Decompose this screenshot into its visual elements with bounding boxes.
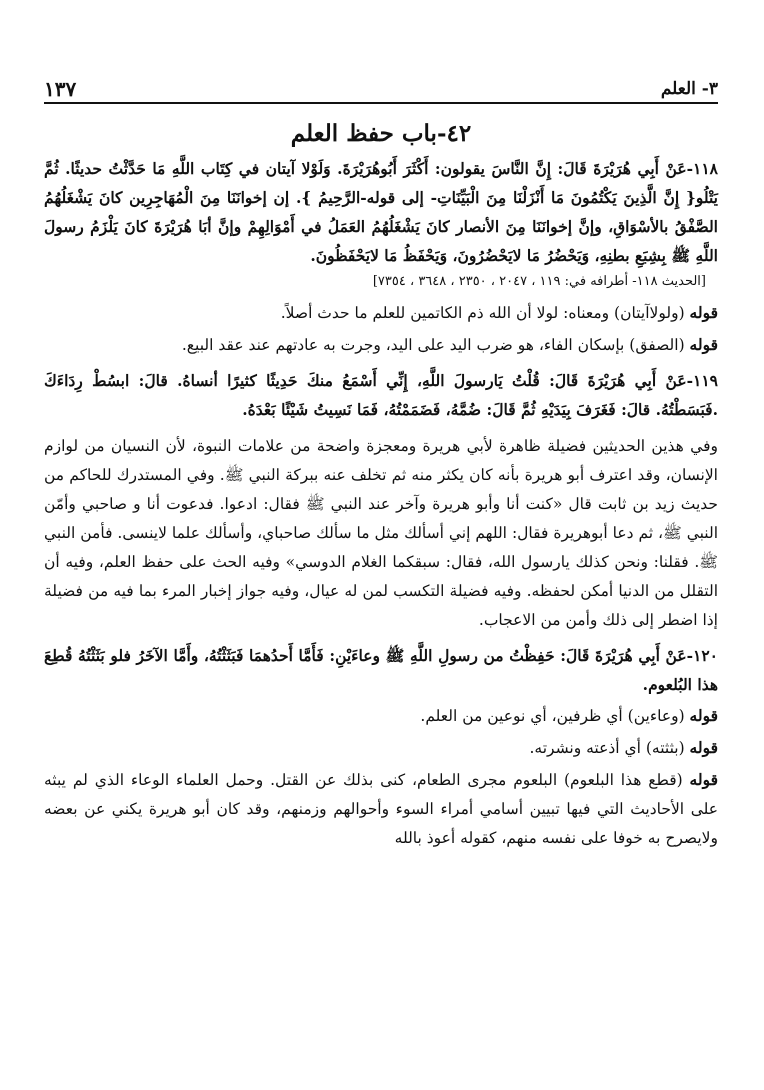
- note-118-2: [44, 330, 718, 360]
- hadith-118: ١١٨-عَنْ أَبِي هُرَيْرَةَ قَالَ: إِنَّ النَّاسَ يقولون: أَكْثَرَ أَبُوهُرَيْرَةَ. وَلَوْلا آيتان في كِتَاب اللَّهِ مَا حَدَّثْتُ حديثًا. ثُمَّ يَتْلُو{ إِنَّ الَّذِينَ يَكْتُمُونَ مَا أَنْزَلْنَا مِنَ الْبَيِّنَاتِ- إلى قوله-الرَّحِيمُ }. إن إخوانَنَا مِنَ الْمُهَاجِرِين كانَ يَشْغَلُهُمُ الصَّفْقُ بالأسْوَاقِ، وإنَّ إخوانَنَا مِنَ الأنصار كانَ يَشْغَلُهُمُ العَمَلُ في أَمْوَالِهِمْ وإنَّ أبَا هُرَيْرَةَ كانَ يَلْزَمُ رسولَ اللَّهِ ﷺ بِشِبَعِ بطنِهِ، وَيَحْضُرُ مَا لايَحْضُرُونَ، وَيَحْفَظُ مَا لايَحْفَظُونَ.: [44, 159, 718, 265]
- note-text: (بثثته) أي أذعته ونشرته.: [529, 739, 690, 757]
- chapter-title: ٣- العلم: [660, 79, 718, 99]
- note-120-1: [44, 701, 718, 731]
- note-text: (قطع هذا البلعوم) البلعوم مجرى الطعام، كنى بذلك عن القتل. وحمل العلماء الوعاء الذي لم يبثه على الأحاديث التي فيها تبيين أسامي أمراء السوء وأحوالهم وزمنهم، وقد كان أبو هريرة يكني عن بعضه ولايصرح به خوفا على نفسه منهم، كقوله أعوذ بالله: [44, 771, 718, 847]
- note-keyword: قوله: [689, 303, 718, 322]
- commentary-119: وفي هذين الحديثين فضيلة ظاهرة لأبي هريرة ومعجزة واضحة من علامات النبوة، لأن النسيان من لوازم الإنسان، وقد اعترف أبو هريرة بأنه كان يكثر منه ثم تخلف عنه ببركة النبي ﷺ. وفي المستدرك للحاكم من حديث زيد بن ثابت قال «كنت أنا وأبو هريرة وآخر عند النبي ﷺ فقال: ادعوا. فدعوت أنا و صاحبي وأمّن النبي ﷺ، ثم دعا أبوهريرة فقال: اللهم إني أسألك مثل ما سألك صاحباي، وأسألك علما لاينسى. فأمن النبي ﷺ. فقلنا: ونحن كذلك يارسول الله، فقال: سبقكما الغلام الدوسي» وفيه الحث على حفظ العلم، وفيه أن التقلل من الدنيا أمكن لحفظه. وفيه فضيلة التكسب لمن له عيال، وفيه جواز إخبار المرء بما فيه من فضيلة إذا اضطر إلى ذلك وأمن من الاعجاب.: [44, 437, 718, 629]
- hadith-118-reference: [الحديث ١١٨- أطرافه في: ١١٩ ، ٢٠٤٧ ، ٢٣٥٠ ، ٣٦٤٨ ، ٧٣٥٤]: [372, 274, 706, 289]
- note-keyword: قوله: [689, 335, 718, 354]
- running-header: [44, 76, 718, 104]
- bab-title: ٤٢-باب حفظ العلم: [290, 120, 472, 147]
- note-120-3: [44, 765, 718, 853]
- page-number: ١٣٧: [44, 77, 77, 101]
- note-text: (ولولاآيتان) ومعناه: لولا أن الله ذم الكاتمين للعلم ما حدث أصلاً.: [280, 304, 690, 322]
- note-text: (الصفق) بإسكان الفاء، هو ضرب اليد على اليد، وجرت به عادتهم عند عقد البيع.: [181, 336, 690, 354]
- hadith-119: ١١٩-عَنْ أَبِي هُرَيْرَةَ قَالَ: قُلْتُ يَارسولَ اللَّهِ، إِنِّي أَسْمَعُ منكَ حَدِيثًا كثيرًا أنساهُ. قالَ: ابسُطْ رِدَاءَكَ .فَبَسَطْتُهُ. قالَ: فَغَرَفَ بِيَدَيْهِ ثُمَّ قَالَ: ضُمَّهُ، فَضَمَمْتُهُ، فَمَا نَسِيتُ شَيْئًا بَعْدَهُ.: [44, 371, 718, 419]
- hadith-120: ١٢٠-عَنْ أَبِي هُرَيْرَةَ قَالَ: حَفِظْتُ من رسولِ اللَّهِ ﷺ وعاءَيْنِ: فَأَمَّا أَحدُهمَا فَبَثَثْتُهُ، وأَمَّا الآخَرُ فلو بَثَثْتُهُ قُطِعَ هذا البُلعوم.: [44, 646, 718, 694]
- note-keyword: قوله: [689, 706, 718, 725]
- note-keyword: قوله: [689, 738, 718, 757]
- note-keyword: قوله: [689, 770, 718, 789]
- note-text: (وعاءين) أي ظرفين، أي نوعين من العلم.: [420, 707, 690, 725]
- note-120-2: [44, 733, 718, 763]
- page-content: [44, 118, 718, 855]
- note-118-1: [44, 298, 718, 328]
